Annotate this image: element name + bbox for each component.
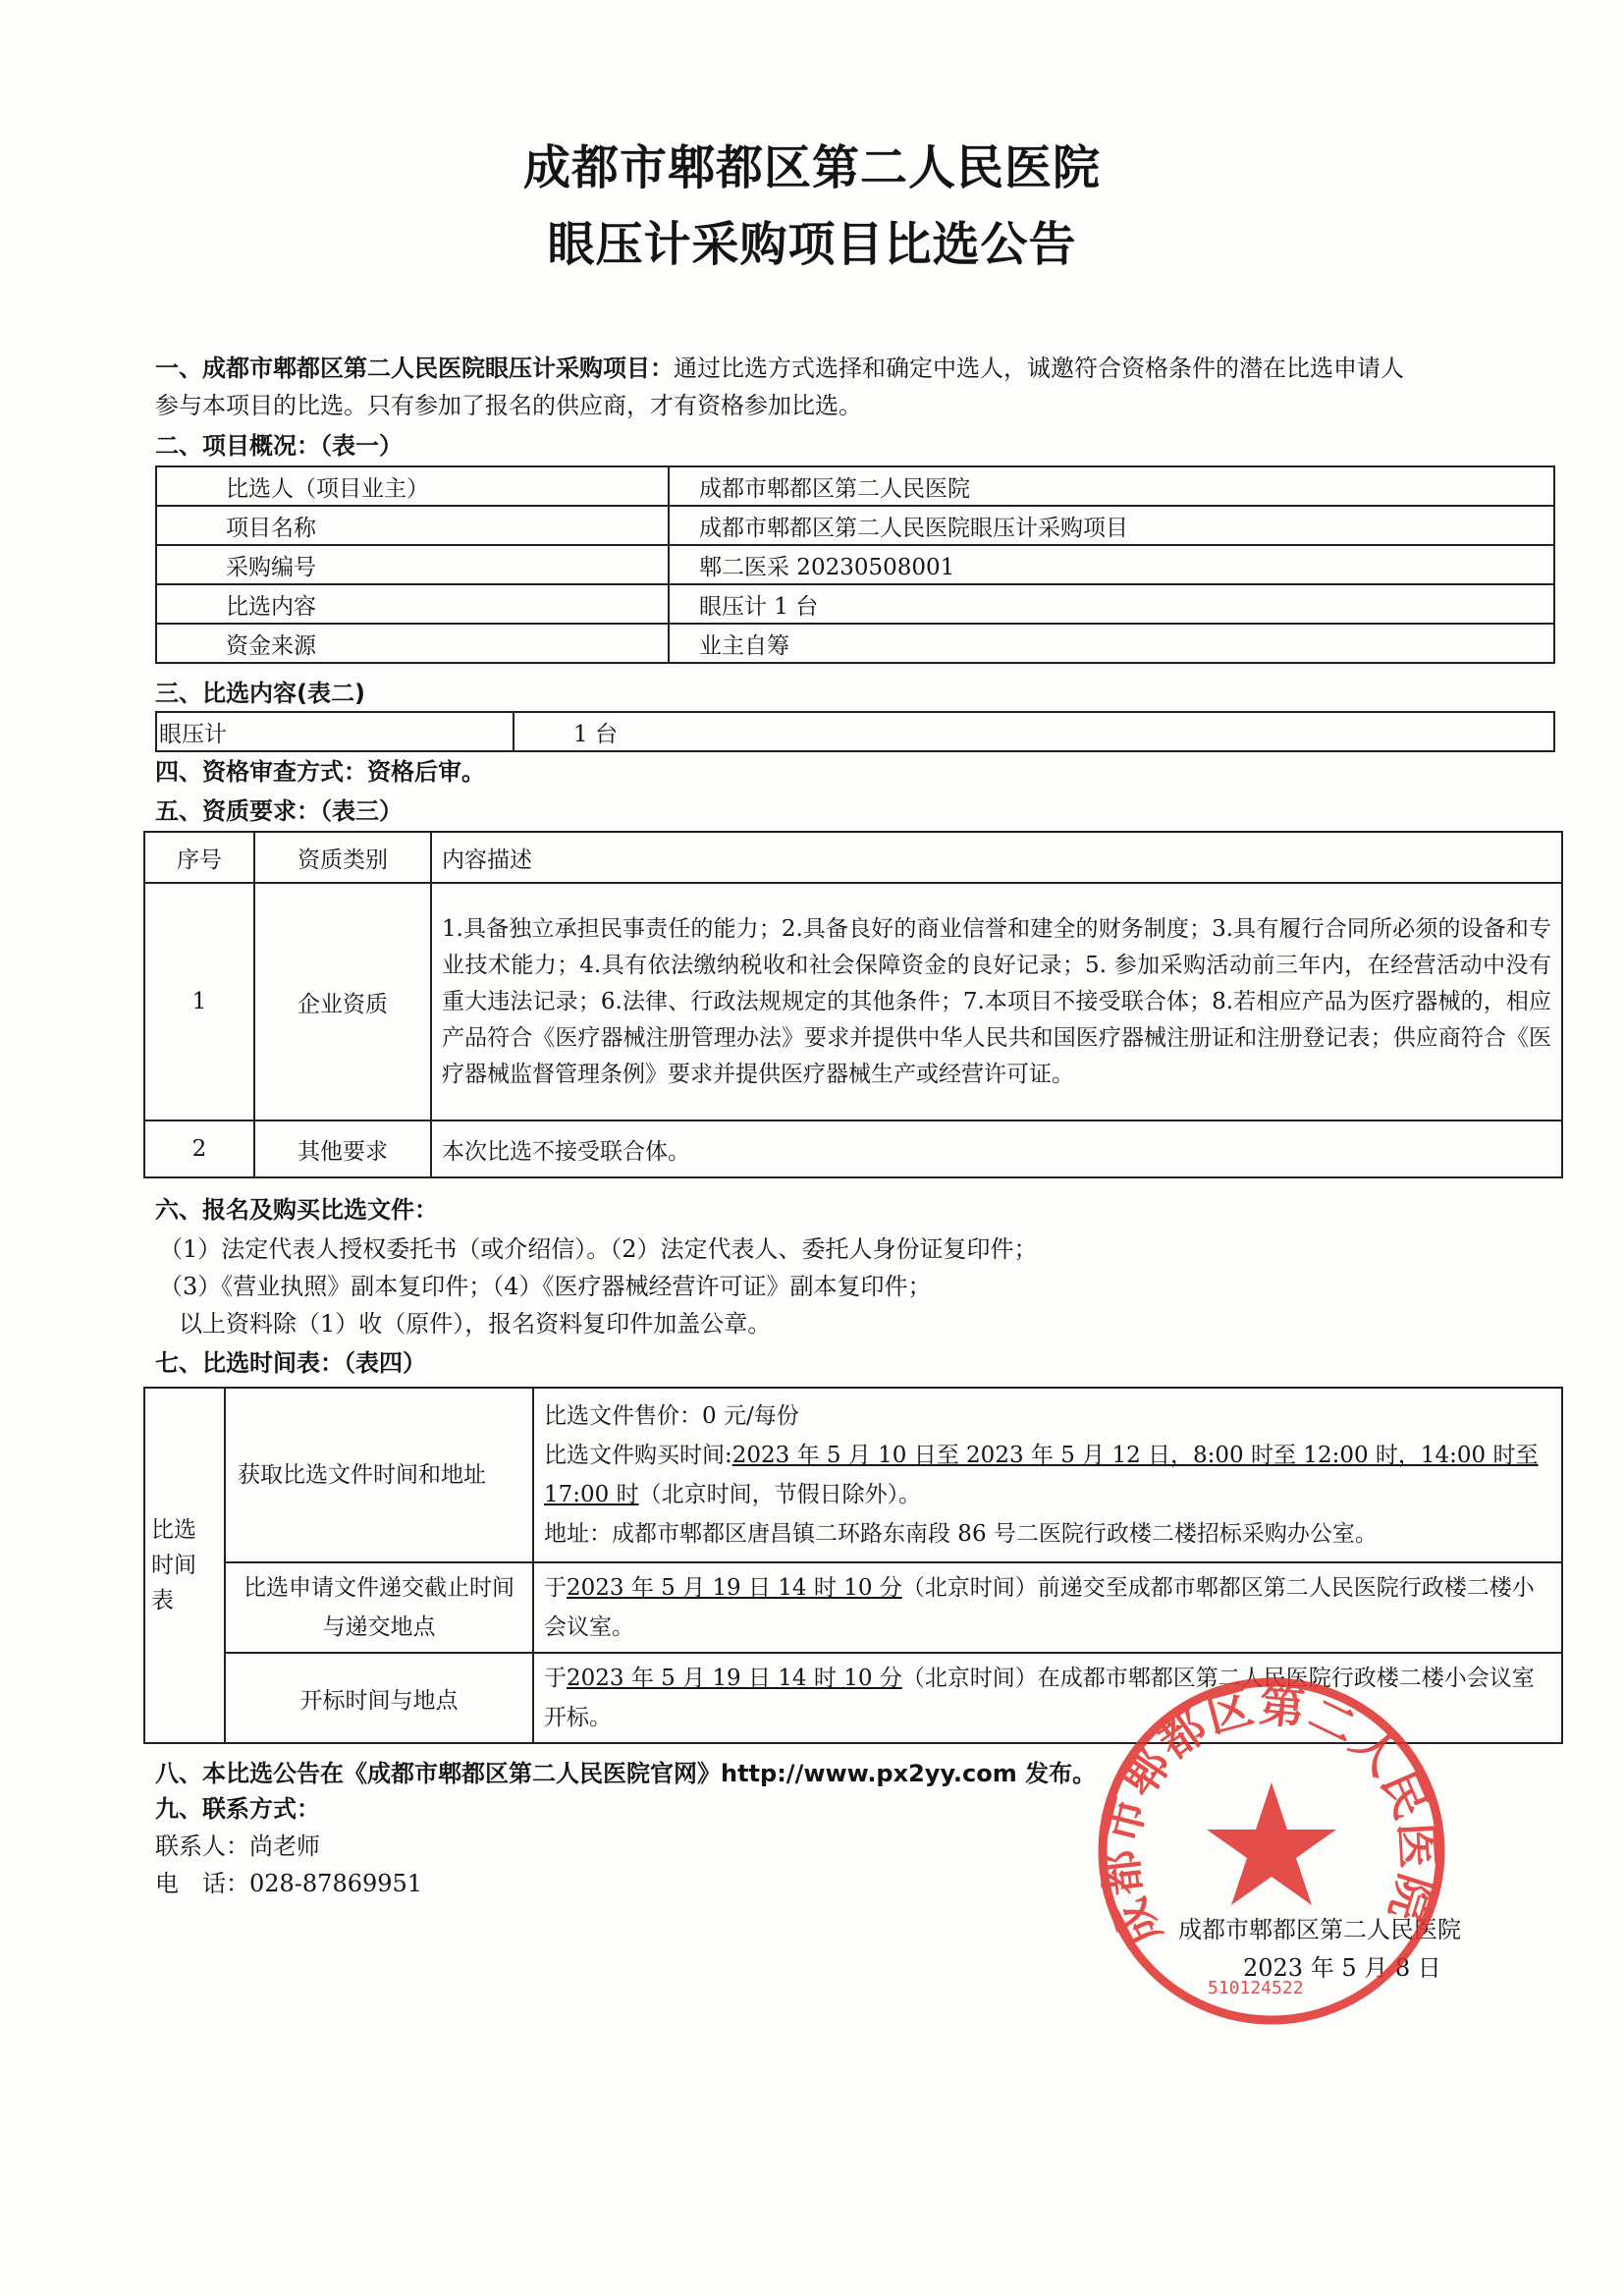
row-no: 1: [144, 883, 254, 1121]
buy-time: 2023 年 5 月 10 日至 2023 年 5 月 12 日，8:00 时至 12:00 时，14:00 时至 17:00 时: [544, 1443, 1539, 1507]
row-category: 企业资质: [254, 883, 431, 1121]
section-3-heading: 三、比选内容(表二): [155, 680, 365, 707]
overview-label: 资金来源: [156, 624, 669, 663]
table-header-row: [144, 832, 1562, 883]
row-no: 2: [144, 1121, 254, 1177]
row-description: 1.具备独立承担民事责任的能力；2.具备良好的商业信誉和建全的财务制度；3.具有履行合同所必须的设备和专业技术能力；4.具有依法缴纳税收和社会保障资金的良好记录；5. 参加采购活动前三年内，在经营活动中没有重大违法记录；6.法律、行政法规规定的其他条件；7.本项目不接受联合体；8.若相应产品为医疗器械的，相应产品符合《医疗器械注册管理办法》要求并提供中华人民共和国医疗器械注册证和注册登记表；供应商符合《医疗器械监督管理条例》要求并提供医疗器械生产或经营许可证。: [431, 883, 1562, 1121]
footer-org: 成都市郫都区第二人民医院: [1178, 1916, 1461, 1943]
document-title-line2: 眼压计采购项目比选公告: [547, 217, 1077, 272]
table-row: [156, 466, 1554, 506]
schedule-label: 比选申请文件递交截止时间与递交地点: [225, 1562, 533, 1653]
section-7-heading: 七、比选时间表：（表四）: [155, 1349, 426, 1377]
schedule-value: 于2023 年 5 月 19 日 14 时 10 分（北京时间）前递交至成都市郫都区第二人民医院行政楼二楼小会议室。: [533, 1562, 1562, 1653]
contact-person: 联系人：尚老师: [155, 1832, 320, 1860]
section-4-heading: 四、资格审查方式：资格后审。: [155, 758, 485, 786]
row-description: 本次比选不接受联合体。: [431, 1121, 1562, 1177]
section-6-line-2: （3）《营业执照》副本复印件；（4）《医疗器械经营许可证》副本复印件；: [159, 1273, 932, 1300]
overview-value: 郫二医采 20230508001: [669, 545, 1554, 584]
seal-text: 成都市郫都区第二人民医院: [1092, 1677, 1445, 1955]
buy-time-text: 比选文件购买时间:2023 年 5 月 10 日至 2023 年 5 月 12 日，8:00 时至 12:00 时，14:00 时至 17:00 时（北京时间，节假日除外）。: [544, 1443, 1539, 1507]
opening-time: 2023 年 5 月 19 日 14 时 10 分: [567, 1666, 902, 1691]
overview-value: 成都市郫都区第二人民医院: [669, 466, 1554, 506]
overview-value: 眼压计 1 台: [669, 584, 1554, 624]
table-row: [156, 584, 1554, 624]
project-overview-table: [155, 465, 1555, 664]
table-row: [156, 545, 1554, 584]
table-row: [144, 1562, 1562, 1653]
section-1: [155, 350, 1559, 424]
section-2-heading: 二、项目概况：（表一）: [155, 432, 403, 460]
overview-label: 比选人（项目业主）: [156, 466, 669, 506]
section-6-line-3: 以上资料除（1）收（原件），报名资料复印件加盖公章。: [179, 1310, 772, 1338]
price-text: 比选文件售价：0 元/每份: [544, 1403, 799, 1429]
seal-star-icon: [1207, 1782, 1336, 1905]
table-row: [156, 506, 1554, 545]
content-qty: 1 台: [514, 712, 1554, 751]
section-6-heading: 六、报名及购买比选文件：: [155, 1196, 438, 1224]
seal-code: 510124522: [1208, 1978, 1304, 1998]
section-9-heading: 九、联系方式：: [155, 1795, 320, 1823]
section-1-text-2: 参与本项目的比选。只有参加了报名的供应商，才有资格参加比选。: [155, 392, 862, 419]
header-no: 序号: [144, 832, 254, 883]
section-1-text-1: 通过比选方式选择和确定中选人，诚邀符合资格条件的潜在比选申请人: [674, 355, 1404, 382]
footer-date: 2023 年 5 月 8 日: [1243, 1954, 1441, 1982]
overview-label: 比选内容: [156, 584, 669, 624]
address-text: 地址：成都市郫都区唐昌镇二环路东南段 86 号二医院行政楼二楼招标采购办公室。: [544, 1521, 1378, 1547]
overview-value: 业主自筹: [669, 624, 1554, 663]
schedule-value: 于2023 年 5 月 19 日 14 时 10 分（北京时间）在成都市郫都区第二人民医院行政楼二楼小会议室开标。: [533, 1653, 1562, 1743]
overview-label: 项目名称: [156, 506, 669, 545]
table-row: [144, 883, 1562, 1121]
content-table: [155, 711, 1555, 752]
qualification-table: [143, 831, 1563, 1178]
official-seal-stamp: [1090, 1669, 1453, 2033]
schedule-value: [533, 1388, 1562, 1562]
table-row: [144, 1121, 1562, 1177]
overview-value: 成都市郫都区第二人民医院眼压计采购项目: [669, 506, 1554, 545]
document-title-line1: 成都市郫都区第二人民医院: [522, 140, 1101, 195]
table-row: [156, 624, 1554, 663]
row-category: 其他要求: [254, 1121, 431, 1177]
section-8-text: 八、本比选公告在《成都市郫都区第二人民医院官网》http://www.px2yy.com 发布。: [155, 1760, 1097, 1787]
table-row: [156, 712, 1554, 751]
deadline-time: 2023 年 5 月 19 日 14 时 10 分: [567, 1575, 902, 1601]
section-6-line-1: （1）法定代表人授权委托书（或介绍信）。（2）法定代表人、委托人身份证复印件；: [159, 1235, 1038, 1263]
schedule-label: 获取比选文件时间和地址: [225, 1388, 533, 1562]
section-5-heading: 五、资质要求：（表三）: [155, 797, 403, 825]
section-1-heading: 一、成都市郫都区第二人民医院眼压计采购项目：: [155, 355, 674, 382]
contact-phone: 电 话：028-87869951: [155, 1870, 423, 1897]
header-category: 资质类别: [254, 832, 431, 883]
header-description: 内容描述: [431, 832, 1562, 883]
schedule-label: 开标时间与地点: [225, 1653, 533, 1743]
overview-label: 采购编号: [156, 545, 669, 584]
schedule-side-label: 比选时间表: [144, 1388, 225, 1743]
table-row: [144, 1388, 1562, 1562]
content-item: 眼压计: [156, 712, 514, 751]
